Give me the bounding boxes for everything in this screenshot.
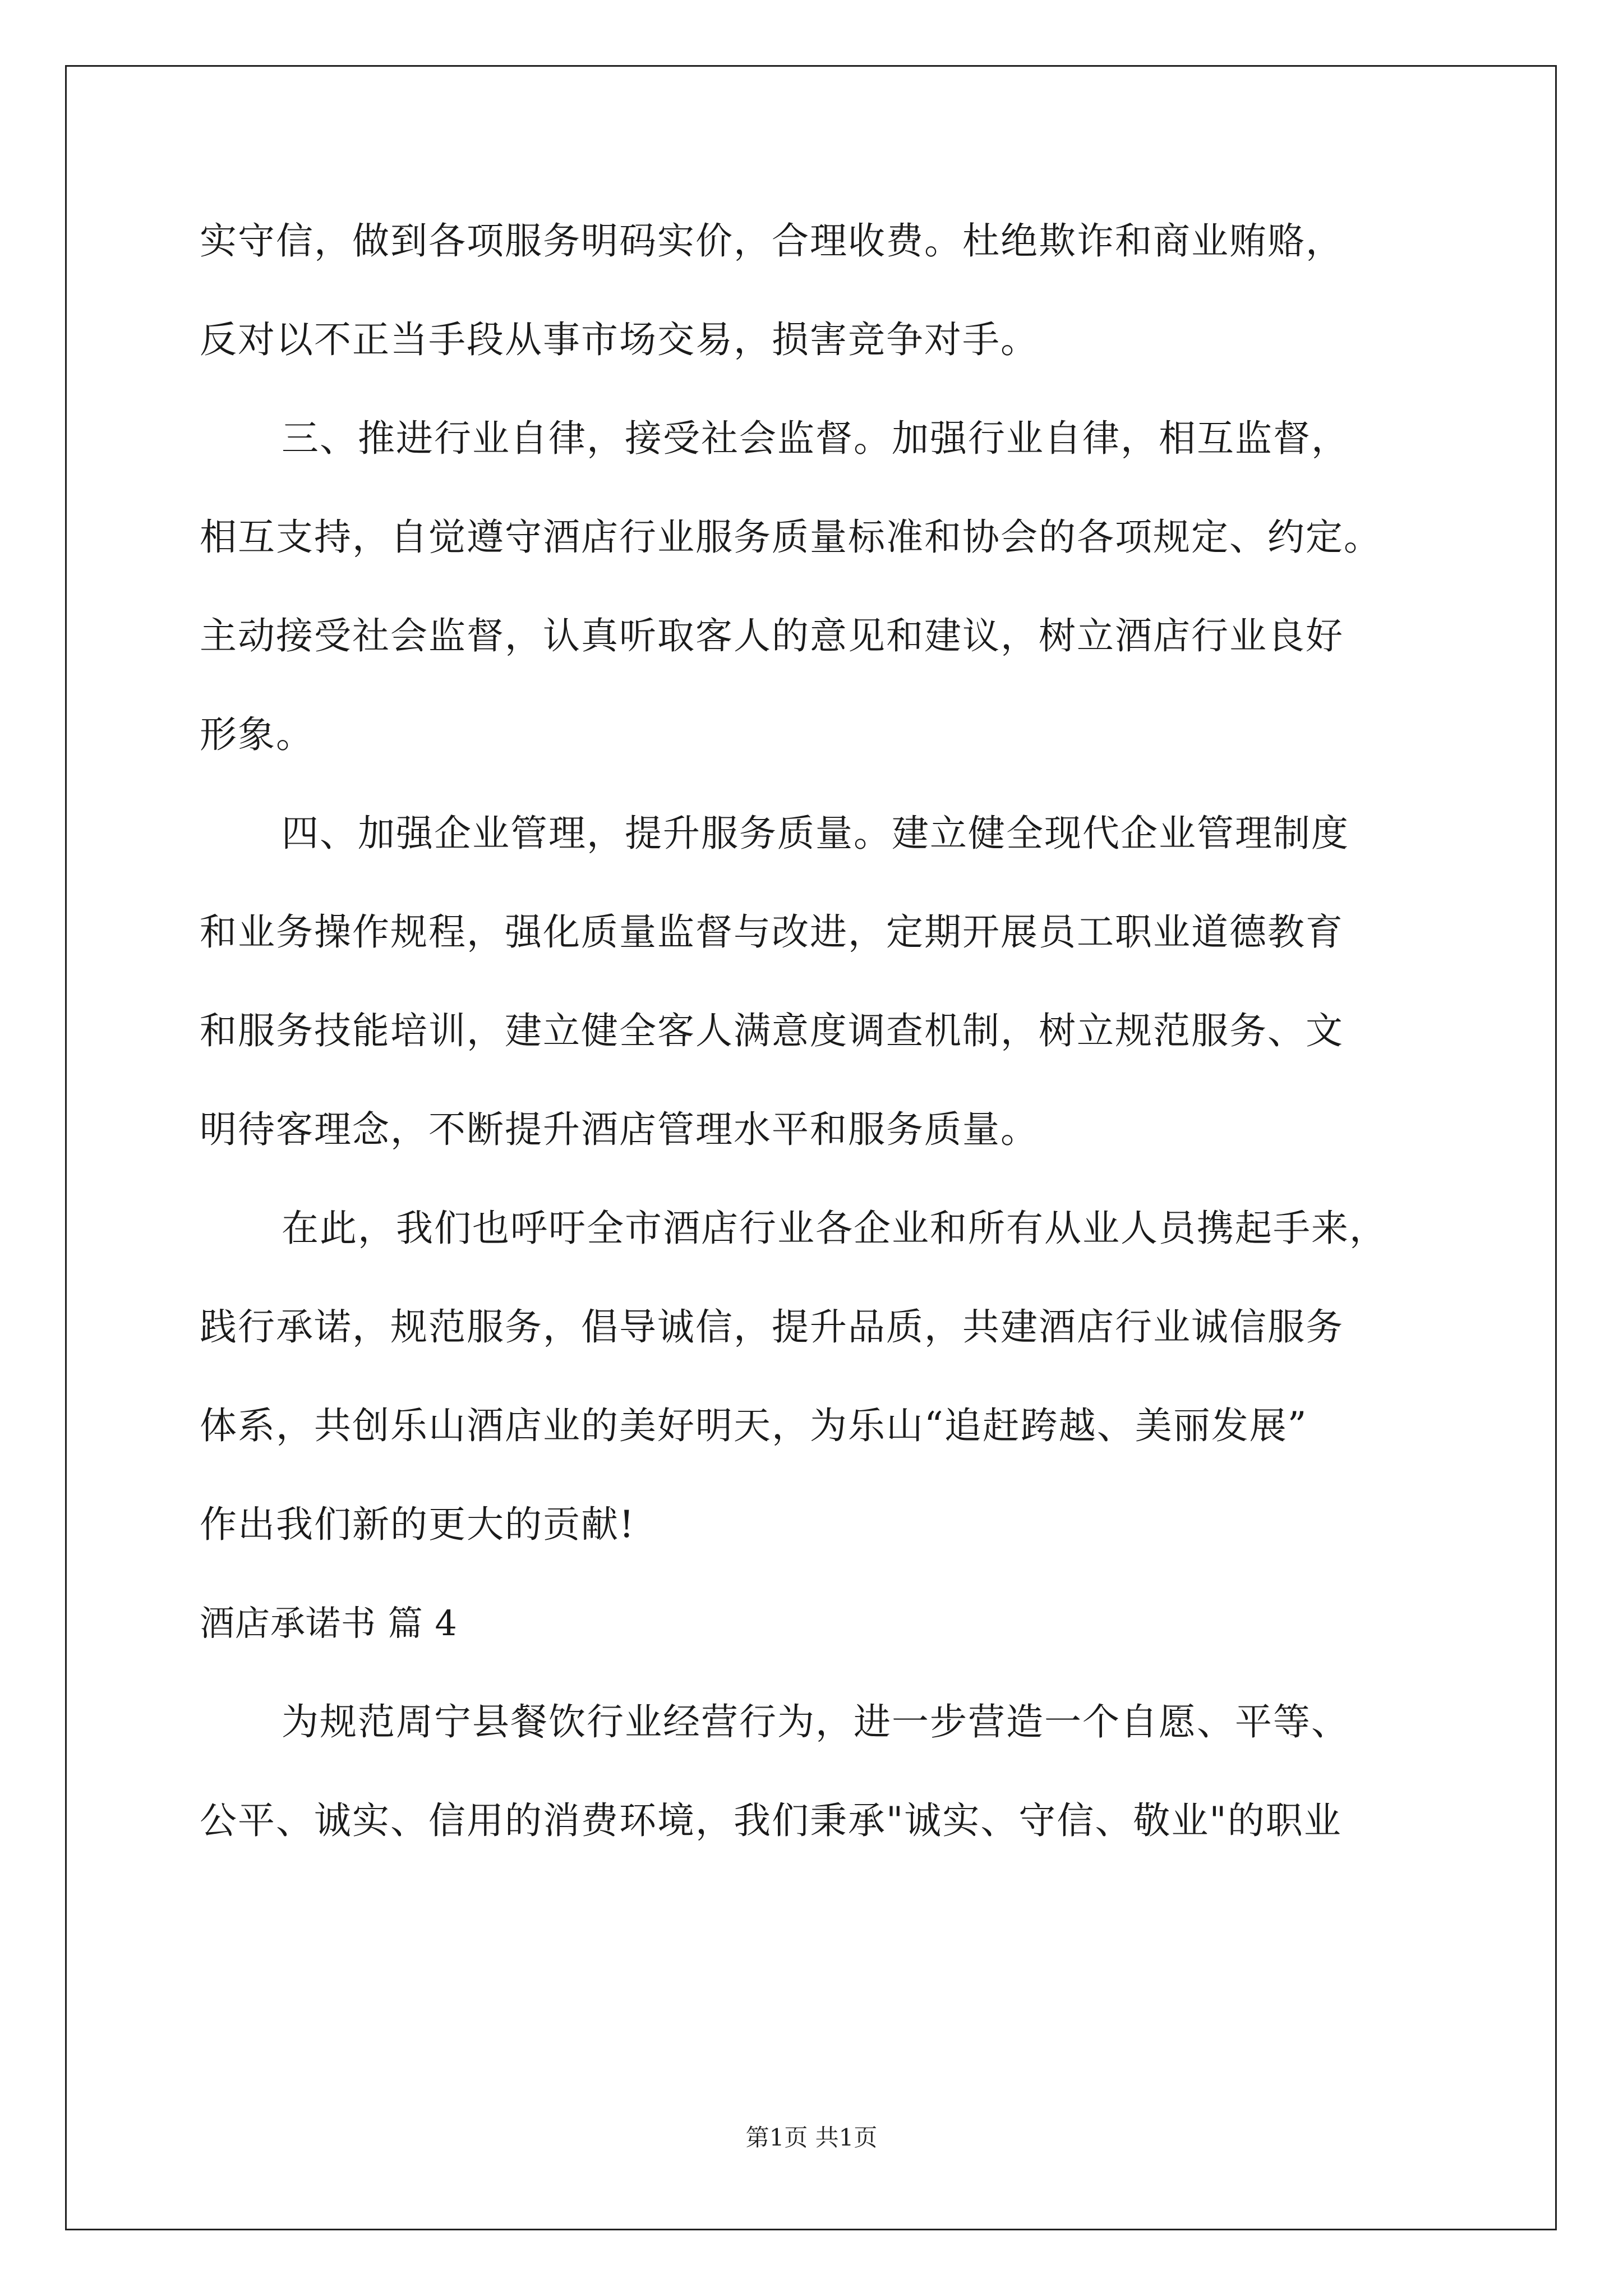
paragraph-start-line: 三、推进行业自律，接受社会监督。加强行业自律，相互监督， [282,417,1349,460]
text-line: 主动接受社会监督，认真听取客人的意见和建议，树立酒店行业良好 [200,614,1344,657]
text-line: 反对以不正当手段从事市场交易，损害竞争对手。 [200,318,1039,361]
text-line: 体系，共创乐山酒店业的美好明天，为乐山“追赶跨越、美丽发展” [200,1404,1308,1447]
section-heading: 酒店承诺书 篇 4 [200,1603,458,1644]
text-line: 和业务操作规程，强化质量监督与改进，定期开展员工职业道德教育 [200,910,1344,954]
text-line: 相互支持，自觉遵守酒店行业服务质量标准和协会的各项规定、约定。 [200,516,1382,559]
paragraph-start-line: 在此，我们也呼吁全市酒店行业各企业和所有从业人员携起手来， [282,1207,1387,1250]
document-body [200,219,1461,1897]
text-line: 和服务技能培训，建立健全客人满意度调查机制，树立规范服务、文 [200,1009,1344,1052]
page-number-footer: 第1页 共1页 [745,2124,878,2151]
text-line: 作出我们新的更大的贡献! [200,1503,635,1546]
paragraph-start-line: 为规范周宁县餐饮行业经营行为，进一步营造一个自愿、平等、 [282,1700,1349,1743]
text-line: 形象。 [200,713,314,756]
text-line: 公平、诚实、信用的消费环境，我们秉承"诚实、守信、敬业"的职业 [200,1799,1342,1842]
paragraph-start-line: 四、加强企业管理，提升服务质量。建立健全现代企业管理制度 [282,812,1349,855]
text-line: 践行承诺，规范服务，倡导诚信，提升品质，共建酒店行业诚信服务 [200,1305,1344,1349]
text-line: 实守信，做到各项服务明码实价，合理收费。杜绝欺诈和商业贿赂， [200,219,1344,263]
text-line: 明待客理念，不断提升酒店管理水平和服务质量。 [200,1108,1039,1151]
